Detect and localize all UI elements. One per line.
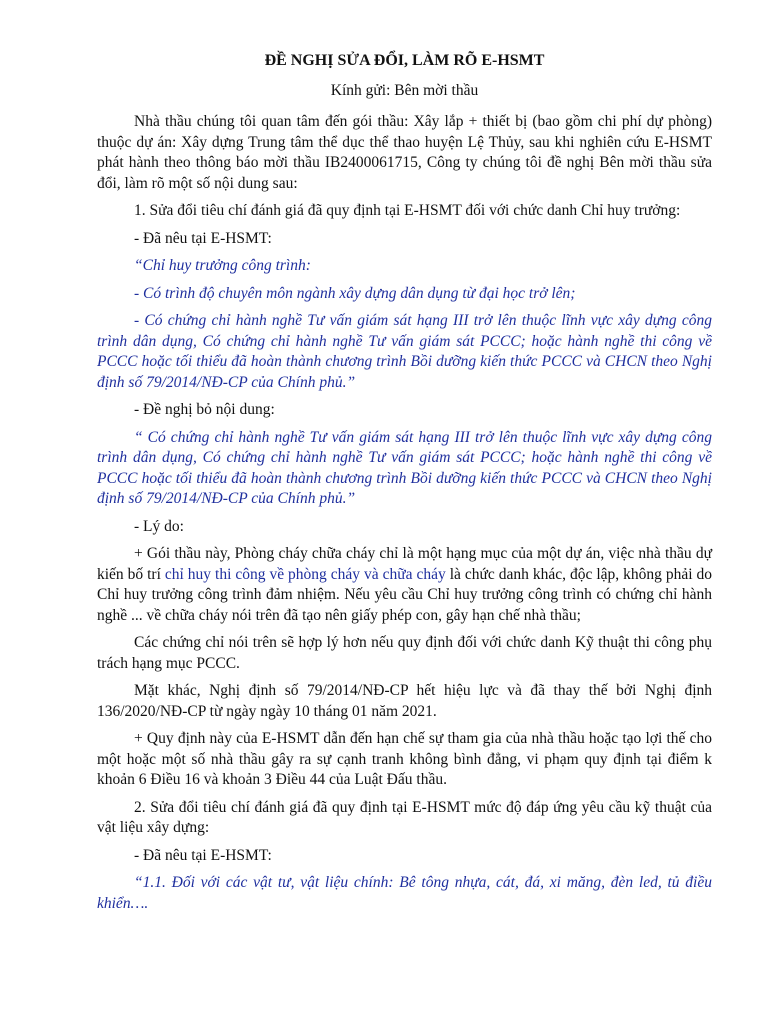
quote-qualification: - Có trình độ chuyên môn ngành xây dựng dân dụng từ đại học trở lên; [134,284,576,302]
reason-1-highlight: chỉ huy thi công về phòng cháy và chữa cháy [164,565,446,583]
quote-commander-title: “Chỉ huy trưởng công trình: [134,257,311,274]
paragraph-proposal: - Đề nghị bỏ nội dung: [134,401,275,418]
quote-materials: “1.1. Đối với các vật tư, vật liệu chính: Bê tông nhựa, cát, đá, xi măng, đèn led, tủ điều khiển…. [97,874,712,912]
paragraph-section-1: 1. Sửa đổi tiêu chí đánh giá đã quy định tại E-HSMT đối với chức danh Chỉ huy trưởng: [134,202,681,219]
reason-1-after: là chức danh khác, độc lập, không phải do Chỉ huy trưởng công trình đảm nhiệm. Nếu yêu cầu Chỉ huy trưởng công trình có chứng chỉ hành nghề ... về chữa cháy nói trên đã tạo nên giấy phép con, gây hạn chế nhà thầu; [97,565,712,624]
paragraph-stated-1: - Đã nêu tại E-HSMT: [134,229,272,247]
reason-1-before: + Gói thầu này, Phòng cháy chữa cháy chỉ là một hạng mục của một dự án, việc nhà thầu dự kiến bố trí [97,545,712,583]
quote-certificate: - Có chứng chỉ hành nghề Tư vấn giám sát hạng III trở lên thuộc lĩnh vực xây dựng công trình dân dụng, Có chứng chỉ hành nghề Tư vấn giám sát PCCC; hoặc hành nghề thi công về PCCC hoặc tối thiểu đã hoàn thành chương trình Bồi dưỡng kiến thức PCCC và CHCN theo Nghị định số 79/2014/NĐ-CP của Chính phủ.” [97,312,712,391]
paragraph-reason: - Lý do: [134,517,184,535]
paragraph-section-2: 2. Sửa đổi tiêu chí đánh giá đã quy định tại E-HSMT mức độ đáp ứng yêu cầu kỹ thuật của vật liệu xây dựng: [97,798,712,836]
paragraph-intro: Nhà thầu chúng tôi quan tâm đến gói thầu: Xây lắp + thiết bị (bao gồm chi phí dự phòng) thuộc dự án: Xây dựng Trung tâm thể dục thể thao huyện Lệ Thủy, sau khi nghiên cứu E-HSMT phát hành theo thông báo mời thầu IB2400061715, Công ty chúng tôi đề nghị Bên mời thầu sửa đổi, làm rõ một số nội dung sau: [97,113,712,192]
paragraph-decree-note: Mặt khác, Nghị định số 79/2014/NĐ-CP hết hiệu lực và đã thay thế bởi Nghị định 136/2020/NĐ-CP từ ngày ngày 10 tháng 01 năm 2021. [97,682,712,720]
paragraph-reason-2: + Quy định này của E-HSMT dẫn đến hạn chế sự tham gia của nhà thầu hoặc tạo lợi thế cho một hoặc một số nhà thầu gây ra sự cạnh tranh không bình đẳng, vi phạm quy định tại điểm k khoản 6 Điều 16 và khoản 3 Điều 44 của Luật Đấu thầu. [97,730,712,788]
paragraph-reason-1 [97,544,712,626]
document-title: ĐỀ NGHỊ SỬA ĐỔI, LÀM RÕ E-HSMT [264,52,545,69]
paragraph-stated-2: - Đã nêu tại E-HSMT: [134,846,272,864]
quote-proposed-removal: “ Có chứng chỉ hành nghề Tư vấn giám sát hạng III trở lên thuộc lĩnh vực xây dựng công trình dân dụng, Có chứng chỉ hành nghề Tư vấn giám sát PCCC; hoặc hành nghề thi công về PCCC hoặc tối thiểu đã hoàn thành chương trình Bồi dưỡng kiến thức PCCC và CHCN theo Nghị định số 79/2014/NĐ-CP của Chính phủ.” [97,428,712,507]
recipient-line: Kính gửi: Bên mời thầu [330,82,479,99]
paragraph-certificates-note: Các chứng chỉ nói trên sẽ hợp lý hơn nếu quy định đối với chức danh Kỹ thuật thi công phụ trách hạng mục PCCC. [97,634,712,672]
